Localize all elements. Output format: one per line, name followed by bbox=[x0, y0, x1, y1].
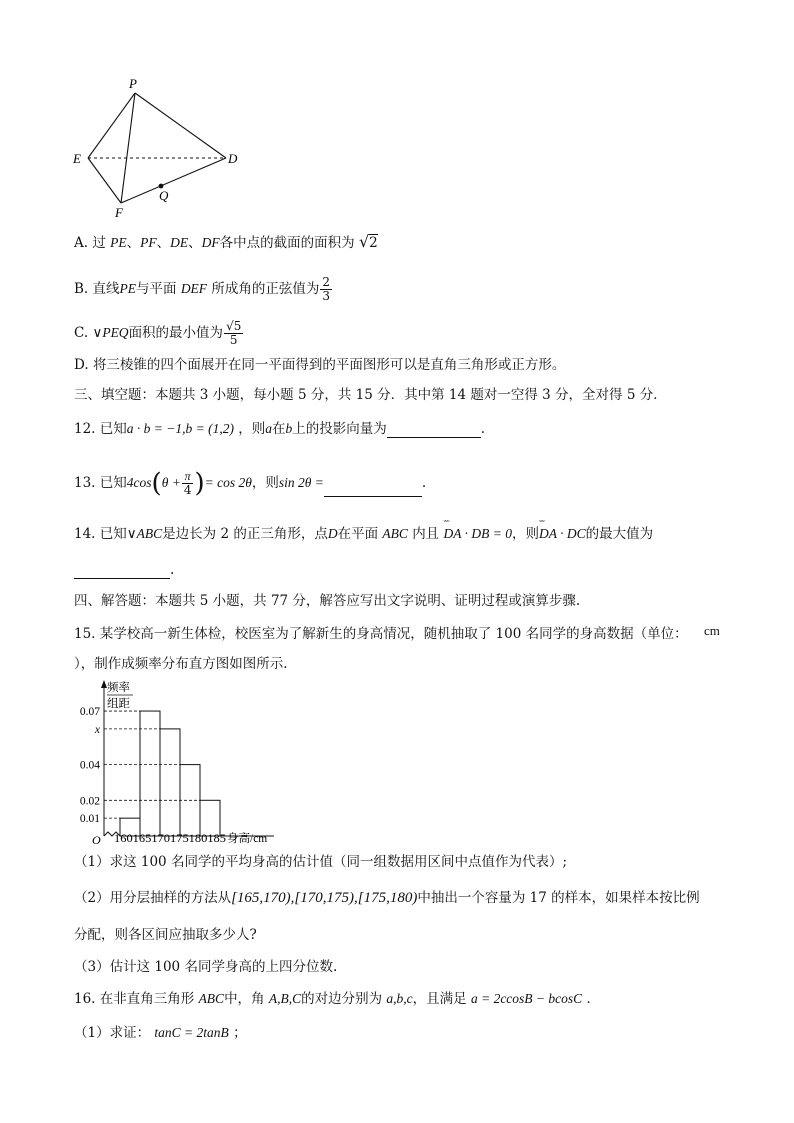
y-tick-3: 0.02 bbox=[79, 795, 100, 808]
y-label-top: 频率 bbox=[107, 682, 130, 694]
option-b bbox=[74, 276, 333, 303]
q15-sub2a: （2）用分层抽样的方法从 bbox=[74, 890, 232, 906]
option-c bbox=[74, 320, 244, 347]
y-tick-1: x bbox=[94, 723, 100, 736]
option-b-label: B. bbox=[74, 281, 89, 297]
option-a-pre: 过 bbox=[92, 235, 106, 251]
seg-de: DE bbox=[170, 235, 189, 250]
histogram-bars bbox=[120, 711, 220, 836]
q13-pi: π bbox=[182, 470, 194, 484]
option-c-label: C. bbox=[74, 325, 89, 341]
vertex-d: D bbox=[228, 151, 238, 166]
q13-pre: 已知 bbox=[99, 475, 127, 491]
q16-eq: a = 2ccosB − bcosC bbox=[470, 991, 583, 1006]
q13-number: 13. bbox=[74, 475, 96, 491]
q16-sub1 bbox=[74, 1024, 247, 1042]
option-a-value: 2 bbox=[369, 235, 378, 251]
histogram-chart bbox=[70, 676, 300, 848]
question-15-line-1 bbox=[74, 625, 688, 643]
histogram-bar-2 bbox=[160, 729, 180, 836]
q13-four: 4 bbox=[183, 483, 192, 497]
x-axis-label: 身高/cm bbox=[227, 833, 268, 845]
q16-sub1eq: tanC = 2tanB bbox=[154, 1025, 229, 1040]
q16-line1a: 16. 在非直角三角形 bbox=[74, 991, 195, 1007]
option-a-label: A. bbox=[74, 235, 89, 251]
question-14 bbox=[74, 525, 653, 543]
q14-t3: 内且 bbox=[412, 526, 440, 542]
q12-pre: 已知 bbox=[99, 421, 127, 437]
q15-sub2c: 分配，则各区间应抽取多少人? bbox=[74, 927, 257, 943]
q14-t5: 的最大值为 bbox=[585, 526, 654, 542]
q14-t1: 是边长为 2 的正三角形，点 bbox=[162, 526, 328, 542]
vertex-f: F bbox=[115, 205, 123, 220]
q15-sub1: （1）求这 100 名同学的平均身高的估计值（同一组数据用区间中点值作为代表）; bbox=[74, 854, 567, 870]
q15-sub2b: 中抽出一个容量为 17 的样本，如果样本按比例 bbox=[417, 890, 700, 906]
q12-mid: ，则 bbox=[238, 421, 266, 437]
vertex-e: E bbox=[73, 151, 81, 166]
q14-expr2: ˇˇˇ DA · DC bbox=[539, 525, 586, 543]
q12-a: a bbox=[265, 421, 273, 436]
question-15-line-2 bbox=[74, 655, 288, 673]
q14-end: . bbox=[170, 562, 175, 578]
option-d-text: 将三棱锥的四个面展开在同一平面得到的平面图形可以是直角三角形或正方形。 bbox=[92, 357, 566, 373]
y-label-bottom: 组距 bbox=[107, 698, 130, 710]
option-b-post: 所成角的正弦值为 bbox=[211, 281, 320, 297]
question-13 bbox=[74, 470, 426, 497]
histogram-bar-4 bbox=[200, 800, 220, 836]
vertex-p: P bbox=[129, 76, 137, 91]
question-14-answer-line bbox=[74, 561, 174, 579]
q16-line1c: 的对边分别为 bbox=[301, 991, 383, 1007]
option-c-num: √5 bbox=[226, 319, 242, 333]
q14-d: D bbox=[327, 526, 338, 541]
q15-unit: cm bbox=[704, 623, 720, 638]
section-3-title: 三、填空题：本题共 3 小题，每小题 5 分，共 15 分．其中第 14 题对一空得 3 分，全对得 5 分． bbox=[74, 387, 667, 403]
q15-line2: ），制作成频率分布直方图如图所示. bbox=[74, 656, 288, 672]
q16-line1d: ，且满足 bbox=[412, 991, 467, 1007]
option-b-den: 3 bbox=[322, 289, 330, 303]
q16-sub1end: ； bbox=[233, 1025, 247, 1041]
q16-line1b: 中，角 bbox=[224, 991, 265, 1007]
seg-pf: PF bbox=[140, 235, 157, 250]
question-12 bbox=[74, 420, 485, 438]
seg-df: DF bbox=[201, 235, 220, 250]
q12-b: b bbox=[285, 421, 293, 436]
option-a-post: 各中点的截面的面积为 bbox=[219, 235, 355, 251]
sep-3: 、 bbox=[188, 235, 202, 251]
q14-t2: 在平面 bbox=[337, 526, 379, 542]
option-b-mid: 与平面 bbox=[136, 281, 177, 297]
option-a bbox=[74, 233, 378, 252]
q13-end: . bbox=[421, 475, 427, 491]
q12-on: 在 bbox=[272, 421, 286, 437]
q12-end: . bbox=[480, 421, 486, 437]
q12-answer-blank[interactable] bbox=[387, 423, 481, 438]
option-b-num: 2 bbox=[322, 275, 330, 289]
q12-expr2: b = (1,2) bbox=[185, 421, 234, 436]
q13-mid: ，则 bbox=[251, 475, 279, 491]
sqrt-symbol: √ bbox=[358, 232, 370, 251]
q15-sub2 bbox=[74, 889, 700, 907]
sep-2: 、 bbox=[156, 235, 171, 251]
q16-sub1a: （1）求证： bbox=[74, 1025, 151, 1041]
sep-1: 、 bbox=[126, 235, 141, 251]
vertex-q: Q bbox=[159, 188, 169, 203]
x-tick-labels: 160165170175180185 bbox=[114, 833, 227, 845]
q13-rparen: ) bbox=[194, 468, 205, 499]
q12-post: 上的投影向量为 bbox=[292, 421, 387, 437]
q16-abc: ABC bbox=[198, 991, 225, 1006]
q14-answer-blank[interactable] bbox=[74, 564, 170, 579]
option-b-fraction bbox=[320, 276, 332, 303]
q13-sin: sin 2θ = bbox=[278, 475, 324, 490]
q14-triangle: ∨ABC bbox=[126, 526, 163, 541]
q16-angles: A,B,C bbox=[268, 991, 302, 1006]
question-16 bbox=[74, 990, 600, 1008]
seg-pe: PE bbox=[110, 235, 127, 250]
q16-sides: a,b,c bbox=[386, 991, 413, 1006]
option-c-triangle: ∨PEQ bbox=[92, 325, 129, 340]
q13-rhs: = cos 2θ bbox=[204, 475, 252, 490]
y-tick-2: 0.04 bbox=[79, 759, 100, 772]
q15-intervals: [165,170),[170,175),[175,180) bbox=[231, 890, 418, 906]
q13-coef: 4cos bbox=[126, 475, 152, 490]
option-b-plane: DEF bbox=[180, 281, 208, 296]
q12-expr1: a · b = −1, bbox=[126, 421, 186, 436]
y-tick-4: 0.01 bbox=[79, 813, 100, 826]
q16-end: ． bbox=[586, 991, 600, 1007]
q15-line1: 15. 某学校高一新生体检，校医室为了解新生的身高情况，随机抽取了 100 名同学的身高数据（单位： bbox=[74, 626, 688, 642]
option-c-fraction bbox=[224, 320, 243, 347]
q14-t4: ，则 bbox=[511, 526, 539, 542]
section-4-title: 四、解答题：本题共 5 小题，共 77 分，解答应写出文字说明、证明过程或演算步骤. bbox=[74, 593, 581, 609]
q14-plane: ABC bbox=[382, 526, 408, 541]
q14-pre: 已知 bbox=[99, 526, 127, 542]
q13-answer-blank[interactable] bbox=[324, 482, 422, 497]
option-d-label: D. bbox=[74, 357, 89, 373]
q12-number: 12. bbox=[74, 421, 96, 437]
q15-sub3: （3）估计这 100 名同学身高的上四分位数. bbox=[74, 959, 338, 975]
q14-expr1: ˇˇˇ DA · DB = 0 bbox=[443, 525, 511, 543]
option-c-den: 5 bbox=[229, 333, 238, 347]
q13-lparen: ( bbox=[151, 468, 162, 499]
histogram-bar-1 bbox=[140, 711, 160, 836]
option-b-pre: 直线 bbox=[92, 281, 120, 297]
y-tick-0: 0.07 bbox=[79, 706, 100, 719]
pyramid-figure bbox=[60, 72, 260, 222]
y-tick-labels bbox=[80, 706, 101, 825]
option-c-post: 面积的最小值为 bbox=[128, 325, 224, 341]
q13-fraction bbox=[182, 470, 194, 497]
q14-number: 14. bbox=[74, 526, 96, 542]
option-b-line: PE bbox=[119, 281, 137, 296]
q13-theta: θ + bbox=[161, 475, 181, 490]
option-d bbox=[74, 356, 565, 374]
origin-label: O bbox=[92, 833, 101, 847]
